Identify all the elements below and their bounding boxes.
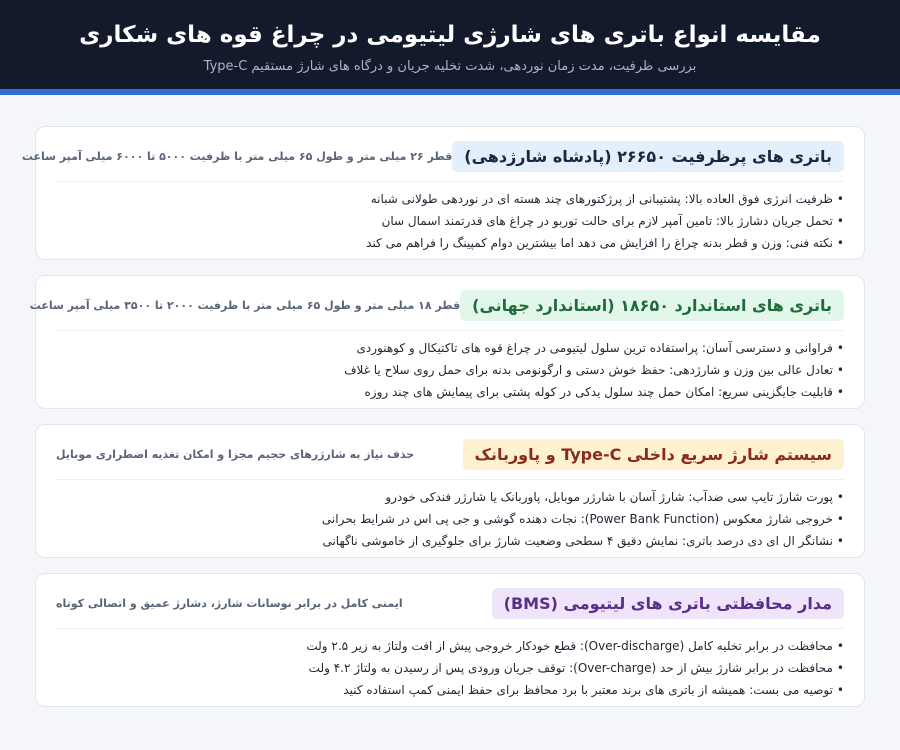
card-typec bbox=[35, 424, 865, 558]
list-item: •نکته فنی: وزن و قطر بدنه چراغ را افزایش می دهد اما بیشترین دوام کمپینگ را فراهم می کند bbox=[366, 236, 844, 250]
list-item: •نشانگر ال ای دی درصد باتری: نمایش دقیق ۴ سطحی وضعیت شارژ برای جلوگیری از خاموشی ناگهانی bbox=[322, 534, 844, 548]
list-item: •محافظت در برابر شارژ بیش از حد (Over-charge): توقف جریان ورودی پس از رسیدن به ولتاژ ۴.۲ ولت bbox=[308, 661, 844, 675]
card-title: باتری های استاندارد ۱۸۶۵۰ (استاندارد جهانی) bbox=[460, 290, 844, 321]
page-subtitle: بررسی ظرفیت، مدت زمان نوردهی، شدت تخلیه جریان و درگاه های شارژ مستقیم Type-C bbox=[203, 59, 697, 74]
card-note: قطر ۱۸ میلی متر و طول ۶۵ میلی متر با ظرفیت ۲۰۰۰ تا ۳۵۰۰ میلی آمپر ساعت bbox=[29, 298, 461, 312]
cards-list bbox=[0, 95, 900, 707]
list-item: •تعادل عالی بین وزن و شارژدهی: حفظ خوش دستی و ارگونومی بدنه برای حمل روی سلاح یا غلاف bbox=[344, 363, 844, 377]
card-note: ایمنی کامل در برابر نوسانات شارژ، دشارژ عمیق و اتصالی کوتاه bbox=[56, 596, 403, 610]
card-bms bbox=[35, 573, 865, 707]
card-note: قطر ۲۶ میلی متر و طول ۶۵ میلی متر با ظرفیت ۵۰۰۰ تا ۶۰۰۰ میلی آمپر ساعت bbox=[21, 149, 453, 163]
list-item: •قابلیت جایگزینی سریع: امکان حمل چند سلول یدکی در کوله پشتی برای پیمایش های چند روزه bbox=[364, 385, 844, 399]
card-title: سیستم شارژ سریع داخلی Type-C و پاوربانک bbox=[463, 439, 844, 470]
card-title: مدار محافظتی باتری های لیتیومی (BMS) bbox=[492, 588, 844, 619]
card-18650 bbox=[29, 275, 865, 409]
page-header bbox=[0, 0, 900, 95]
list-item: •فراوانی و دسترسی آسان: پراستفاده ترین سلول لیتیومی در چراغ قوه های تاکتیکال و کوهنوردی bbox=[356, 341, 844, 355]
card-title: باتری های پرظرفیت ۲۶۶۵۰ (پادشاه شارژدهی) bbox=[452, 141, 844, 172]
list-item: •ظرفیت انرژی فوق العاده بالا: پشتیبانی از پرژکتورهای چند هسته ای در نوردهی طولانی شبانه bbox=[370, 192, 844, 206]
card-note: حذف نیاز به شارژرهای حجیم مجزا و امکان تغذیه اضطراری موبایل bbox=[56, 447, 415, 461]
list-item: •توصیه می بست: همیشه از باتری های برند معتبر با برد محافظ برای حفظ ایمنی کمپ استفاده کنید bbox=[343, 683, 844, 697]
page-title: مقایسه انواع باتری های شارژی لیتیومی در چراغ قوه های شکاری bbox=[79, 22, 821, 48]
list-item: •تحمل جریان دشارژ بالا: تامین آمپر لازم برای حالت توربو در چراغ های قدرتمند اسمال سان bbox=[381, 214, 844, 228]
list-item: •پورت شارژ تایپ سی ضدآب: شارژ آسان با شارژر موبایل، پاوربانک یا شارژر فندکی خودرو bbox=[385, 490, 844, 504]
list-item: •محافظت در برابر تخلیه کامل (Over-discharge): قطع خودکار خروجی پیش از افت ولتاژ به زیر ۲.۵ ولت bbox=[306, 639, 844, 653]
list-item: •خروجی شارژ معکوس (Power Bank Function): نجات دهنده گوشی و جی پی اس در شرایط بحرانی bbox=[321, 512, 844, 526]
card-26650 bbox=[21, 126, 865, 260]
